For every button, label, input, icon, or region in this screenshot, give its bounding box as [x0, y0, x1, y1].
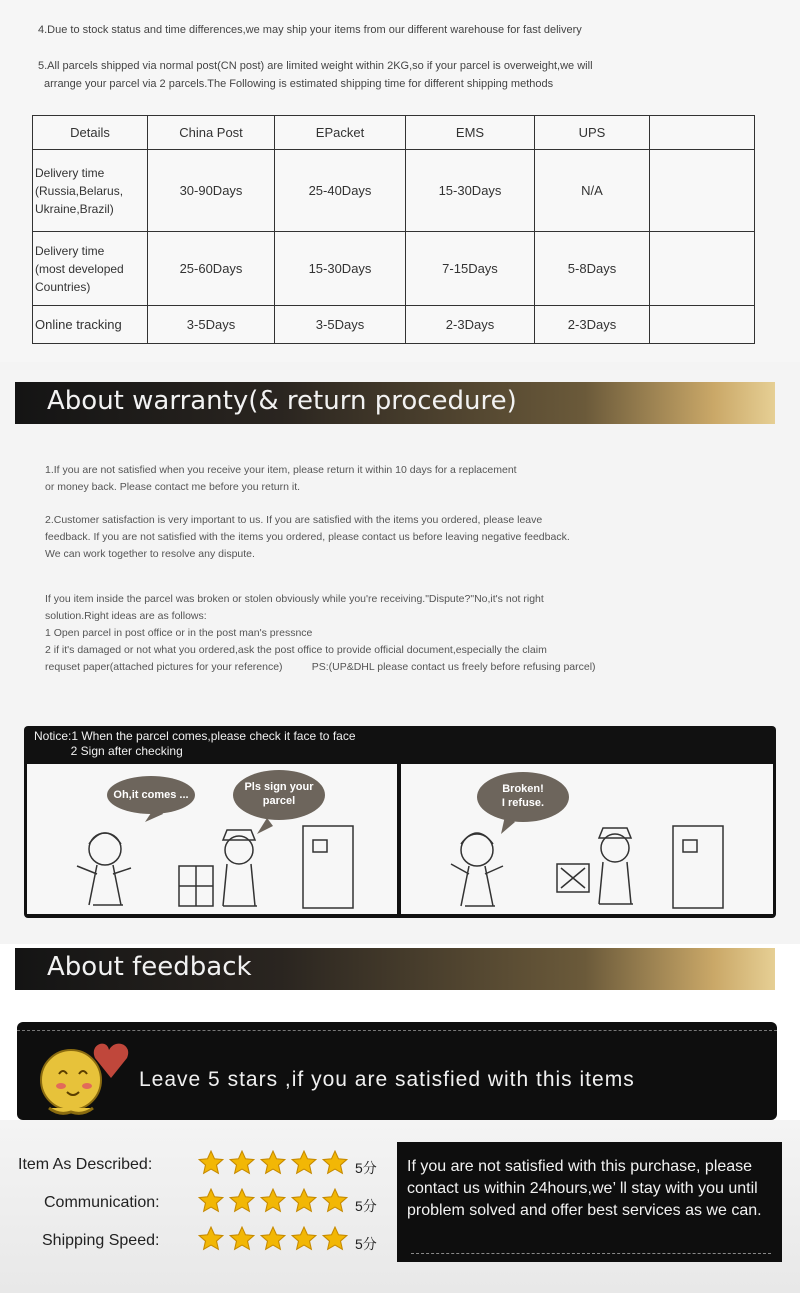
table-cell: 3-5Days	[148, 306, 275, 344]
row-label	[33, 150, 148, 232]
table-header-row	[33, 116, 755, 150]
speech-bubble-oh: Oh,it comes ...	[107, 776, 195, 814]
table-cell: 3-5Days	[275, 306, 406, 344]
warranty-paragraph-3: If you item inside the parcel was broken or stolen obviously while you're receiving."Dispute?"No,it's not right solution.Right ideas are as follows: 1 Open parcel in post office or in the post man's pressnce 2 if it's damaged or not what you ordered,ask the post office to provide official document,especially the claim requset paper(attached pictures for your reference) PS:(UP&DHL please contact us freely before refusing parcel)	[45, 593, 596, 673]
row-label-line: Online tracking	[35, 316, 122, 332]
star-icon	[198, 1226, 224, 1252]
row-label-line: Delivery time	[35, 165, 105, 180]
satisfaction-promise-box	[397, 1142, 782, 1262]
table-row	[33, 150, 755, 232]
rating-label-shipping: Shipping Speed:	[42, 1232, 160, 1249]
rating-score: 5分	[355, 1160, 377, 1176]
rating-label-communication: Communication:	[44, 1194, 160, 1211]
feedback-banner	[17, 1022, 777, 1120]
table-row	[33, 232, 755, 306]
star-icon	[198, 1188, 224, 1214]
header-empty	[650, 116, 755, 150]
star-row	[198, 1188, 353, 1218]
warranty-paragraph-2: 2.Customer satisfaction is very important to us. If you are satisfied with the items you ordered, please leave feedback. If you are not satisfied with the items you ordered, please contact us before leaving negative feedback. We can work together to resolve any dispute.	[45, 514, 570, 560]
feedback-title-band	[15, 948, 775, 990]
comic-panel-refuse	[401, 764, 773, 914]
header-china-post: China Post	[148, 116, 275, 150]
comic-panel-accept	[27, 764, 397, 914]
satisfaction-promise-text: If you are not satisfied with this purchase, please contact us within 24hours,we’ ll stay with you until problem solved and offer best services as we can.	[407, 1158, 762, 1219]
table-cell: 15-30Days	[406, 150, 535, 232]
table-cell: 25-40Days	[275, 150, 406, 232]
star-icon	[198, 1150, 224, 1176]
shipping-table	[32, 115, 755, 344]
table-cell: 25-60Days	[148, 232, 275, 306]
table-cell-empty	[650, 150, 755, 232]
star-icon	[229, 1150, 255, 1176]
dashed-divider	[411, 1253, 771, 1254]
star-icon	[322, 1150, 348, 1176]
row-label-line: Delivery time	[35, 243, 105, 258]
star-row	[198, 1150, 353, 1180]
shipping-note-5-cont: arrange your parcel via 2 parcels.The Following is estimated shipping time for different shipping methods	[44, 78, 554, 90]
row-label-line: (most developed	[35, 261, 124, 276]
star-icon	[260, 1150, 286, 1176]
row-label	[33, 306, 148, 344]
table-cell: 5-8Days	[535, 232, 650, 306]
star-icon	[322, 1188, 348, 1214]
header-ups: UPS	[535, 116, 650, 150]
table-cell-empty	[650, 232, 755, 306]
rating-score: 5分	[355, 1198, 377, 1214]
table-cell: N/A	[535, 150, 650, 232]
header-details: Details	[33, 116, 148, 150]
shipping-note-4: 4.Due to stock status and time differences,we may ship your items from our different warehouse for fast delivery	[38, 24, 582, 36]
row-label-line: Ukraine,Brazil)	[35, 201, 114, 216]
table-cell: 15-30Days	[275, 232, 406, 306]
table-cell: 7-15Days	[406, 232, 535, 306]
warranty-title-band	[15, 382, 775, 424]
notice-text: Notice:1 When the parcel comes,please check it face to face 2 Sign after checking	[34, 729, 356, 758]
star-icon	[260, 1188, 286, 1214]
warranty-title: About warranty(& return procedure)	[47, 386, 517, 416]
row-label-line: (Russia,Belarus,	[35, 183, 124, 198]
feedback-title: About feedback	[47, 952, 252, 982]
star-icon	[291, 1150, 317, 1176]
rating-label-item: Item As Described:	[18, 1156, 153, 1173]
rating-score: 5分	[355, 1236, 377, 1252]
star-icon	[229, 1188, 255, 1214]
header-ems: EMS	[406, 116, 535, 150]
table-cell: 30-90Days	[148, 150, 275, 232]
star-icon	[322, 1226, 348, 1252]
comic-illustration-refuse	[401, 764, 773, 914]
speech-bubble-broken: Broken! I refuse.	[477, 772, 569, 822]
star-icon	[260, 1226, 286, 1252]
comic-illustration-accept	[27, 764, 397, 914]
star-icon	[291, 1226, 317, 1252]
row-label-line: Countries)	[35, 279, 91, 294]
star-icon	[291, 1188, 317, 1214]
notice-panel	[24, 726, 776, 918]
warranty-paragraph-1: 1.If you are not satisfied when you receive your item, please return it within 10 days for a replacement or money back. Please contact me before you return it.	[45, 464, 517, 493]
table-cell-empty	[650, 306, 755, 344]
smiley-heart-icon	[27, 1028, 137, 1128]
table-cell: 2-3Days	[406, 306, 535, 344]
table-row	[33, 306, 755, 344]
header-epacket: EPacket	[275, 116, 406, 150]
star-icon	[229, 1226, 255, 1252]
shipping-note-5: 5.All parcels shipped via normal post(CN post) are limited weight within 2KG,so if your parcel is overweight,we will	[38, 60, 593, 72]
leave-5-stars-text: Leave 5 stars ,if you are satisfied with this items	[139, 1068, 635, 1091]
star-row	[198, 1226, 353, 1256]
speech-bubble-sign: Pls sign your parcel	[233, 770, 325, 820]
table-cell: 2-3Days	[535, 306, 650, 344]
row-label	[33, 232, 148, 306]
